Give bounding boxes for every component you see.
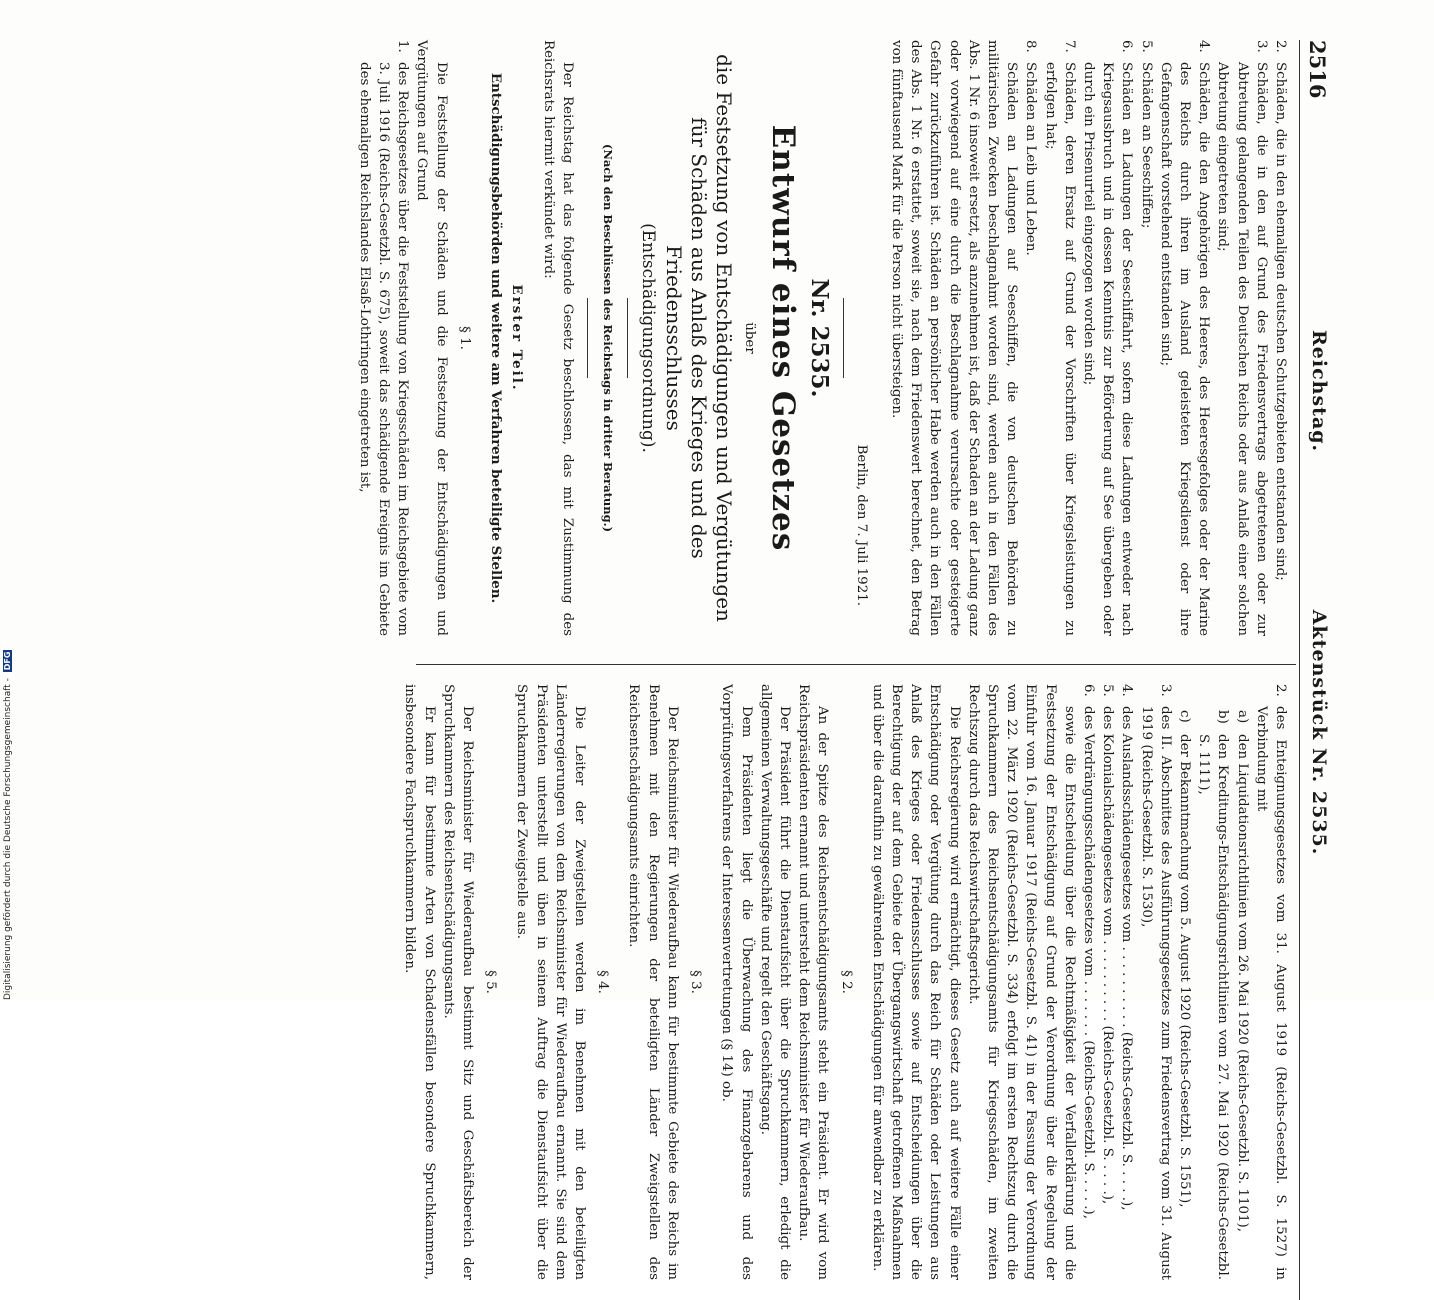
section-heading: § 4.	[595, 970, 611, 994]
document-page	[70, 40, 1330, 1280]
part-heading: Erster Teil.	[509, 284, 526, 392]
list-item: 6. des Verdrängungsschädengesetzes vom . . . . . . . (Reichs-Gesetzbl. S. . . . .),	[1080, 684, 1096, 1220]
separator-rule	[587, 298, 588, 378]
list-item: 4. Schäden, die den Angehörigen des Heeres, des Heeresgefolges oder der Marine des Reichs durch ihren im Ausland geleisteten Kriegsdienst oder ihre Gefangenschaft vorstehend entstanden sind;	[1157, 40, 1212, 636]
sub-list-item: c) der Bekanntmachung vom 5. August 1920 (Reichs-Gesetzbl. S. 1551),	[1176, 710, 1192, 1208]
part-subheading: Entschädigungsbehörden und weitere am Verfahren beteiligte Stellen.	[488, 72, 505, 604]
dfg-logo: DFG	[3, 651, 12, 671]
section-text: An der Spitze des Reichsentschädigungsamts steht ein Präsident. Er wird vom Reichspräsidenten ernannt und untersteht dem Reichsminister für Wiederaufbau.	[796, 684, 831, 1280]
section-heading: § 5.	[483, 970, 499, 994]
list-item: 2. Schäden, die in den ehemaligen deutschen Schutzgebieten entstanden sind;	[1273, 40, 1288, 581]
list-item: 5. Schäden an Seeschiffen;	[1138, 40, 1154, 229]
separator-rule	[843, 298, 844, 378]
section-text: Der Präsident führt die Dienstaufsicht über die Spruchkammern, erledigt die allgemeinen Verwaltungsgeschäfte und regelt den Geschäftsgang.	[757, 684, 792, 1280]
document-number: Nr. 2535.	[805, 278, 833, 398]
damage-list	[1021, 40, 1290, 636]
digitization-credit	[3, 650, 13, 1000]
section-heading: § 3.	[688, 970, 704, 994]
column-divider	[416, 664, 1296, 665]
reading-note: (Nach den Beschlüssen des Reichstags in dritter Beratung.)	[600, 143, 615, 533]
date-line: Berlin, den 7. Juli 1921.	[853, 444, 869, 606]
list-item: 4. des Auslandsschädengesetzes vom . . . . . . . . . . (Reichs-Gesetzbl. S. . . . .),	[1119, 684, 1135, 1211]
list-item: 1. des Reichsgesetzes über die Feststellung von Kriegsschäden im Reichsgebiete vom 3. Juli 1916 (Reichs-Gesetzbl. S. 675), soweit das schädigende Ereignis im Gebiete des ehemaligen Reichslandes Elsaß-Lothringen eingetreten ist,	[356, 40, 411, 636]
separator-rule	[627, 298, 628, 378]
decision-paragraph: sowie die Entscheidung über die Rechtmäßigkeit der Verfallerklärung und die Festsetzung der Entschädigung auf Grund der Verordnung über die Regelung der Einfuhr vom 16. Januar 1917 (Reichs-Gesetzbl. S. 41) in der Fassung der Verordnung vom 22. März 1920 (Reichs-Gesetzbl. S. 334) erfolgt im ersten Rechtszug durch die Spruchkammern des Reichsentschädigungsamts für Kriegsschäden, im zweiten Rechtszug durch das Reichswirtschaftsgericht.	[965, 684, 1077, 1280]
left-column	[355, 40, 1290, 636]
header-rule	[1299, 40, 1300, 1300]
list-item: 2. des Enteignungsgesetzes vom 31. August 1919 (Reichs-Gesetzbl. S. 1527) in Verbindung mit	[1253, 684, 1288, 1280]
cargo-paragraph: Schäden an Ladungen auf Seeschiffen, die von deutschen Behörden zu militärischen Zwecken beschlagnahmt worden sind, werden auch in den Fällen des Abs. 1 Nr. 6 insoweit ersetzt, als anzunehmen ist, daß der Schaden an der Ladung ganz oder vorwiegend auf eine durch die Beschlagnahme verursachte oder gesteigerte Gefahr zurückzuführen ist. Schäden an persönlicher Habe werden auch in den Fällen des Abs. 1 Nr. 6 erstattet, soweit sie, nach dem Friedenswert berechnet, den Betrag von fünftausend Mark für die Person nicht übersteigen.	[888, 40, 1020, 636]
right-column	[400, 684, 1290, 1280]
section-heading: § 2.	[838, 970, 854, 994]
credit-text: Digitalisierung gefördert durch die Deutsche Forschungsgemeinschaft -	[3, 678, 13, 1000]
section-text: Der Reichsminister für Wiederaufbau kann für bestimmte Gebiete des Reichs im Benehmen mit den Regierungen der beteiligten Länder Zweigstellen des Reichsentschädigungsamts einrichten.	[626, 684, 680, 1280]
authorization-paragraph: Die Reichsregierung wird ermächtigt, dieses Gesetz auch auf weitere Fälle einer Entschädigung oder Vergütung durch das Reich für Schäden oder Leistungen aus Anlaß des Krieges oder Friedensschlusses sowie auf Entscheidungen über die Berechtigung der auf dem Gebiete der Übergangswirtschaft getroffenen Maßnahmen und über die daraufhin zu gewährenden Entschädigungen für anwendbar zu erklären.	[869, 684, 962, 1280]
bill-short-title: (Entschädigungsordnung).	[638, 223, 659, 453]
list-item: 5. des Kolonialschädengesetzes vom . . . . . . . . . . (Reichs-Gesetzbl. S. . . . .),	[1100, 684, 1116, 1205]
section-text: Er kann für bestimmte Arten von Schadensfällen besondere Spruchkammern, insbesondere Fachspruchkammern bilden.	[402, 684, 437, 1280]
section-text: Dem Präsidenten liegt die Überwachung des Finanzgebarens und des Vorprüfungsverfahrens der Interessenvertretungen (§ 14) ob.	[719, 684, 754, 1280]
list-item: 7. Schäden, deren Ersatz auf Grund der Vorschriften über Kriegsleistungen zu erfolgen hat;	[1042, 40, 1077, 636]
sub-list-item: b) den Kreditungs-Entschädigungsrichtlinien vom 27. Mai 1920 (Reichs-Gesetzbl. S. 1111),	[1196, 710, 1231, 1280]
section-text: Die Feststellung der Schäden und die Festsetzung der Entschädigungen und Vergütungen auf Grund	[414, 40, 449, 636]
publisher-label: Reichstag.	[1308, 330, 1330, 453]
bill-subject: die Festsetzung von Entschädigungen und Vergütungen für Schäden aus Anlaß des Krieges und des Friedensschlusses	[662, 54, 737, 622]
list-item: 6. Schäden an Ladungen der Seeschiffahrt, sofern diese Ladungen entweder nach Kriegsausbruch und in dessen Kenntnis zur Beförderung auf See übergeben oder durch ein Prisenurteil eingezogen worden sind;	[1080, 40, 1135, 636]
page-number: 2516	[1305, 40, 1330, 99]
section-text: Die Leiter der Zweigstellen werden im Benehmen mit den beteiligten Länderregierungen von dem Reichsminister für Wiederaufbau ernannt. Sie sind dem Präsidenten unterstellt und üben in seinem Auftrag die Dienstaufsicht über die Spruchkammern der Zweigstelle aus.	[514, 684, 588, 1280]
bill-title: Entwurf eines Gesetzes	[765, 124, 802, 552]
running-head	[1308, 330, 1330, 1290]
section-text: Der Reichsminister für Wiederaufbau bestimmt Sitz und Geschäftsbereich der Spruchkammern des Reichsentschädigungsamts.	[440, 684, 476, 1280]
list-item: 8. Schäden an Leib und Leben.	[1023, 40, 1039, 256]
title-connector: über	[742, 322, 758, 354]
sub-list-item: a) den Liquidationsrichtlinien vom 26. Mai 1920 (Reichs-Gesetzbl. S. 1101),	[1234, 710, 1250, 1232]
list-item: 3. Schäden, die in den auf Grund des Friedensvertrags abgetretenen oder zur Abtretung gelangenden Teilen des Deutschen Reichs oder aus Anlaß einer solchen Abtretung eingetreten sind;	[1215, 40, 1269, 636]
list-item: 3. des II. Abschnittes des Ausführungsgesetzes zum Friedensvertrag vom 31. August 1919 (Reichs-Gesetzbl. S. 1530),	[1138, 684, 1173, 1280]
enactment-clause: Der Reichstag hat das folgende Gesetz beschlossen, das mit Zustimmung des Reichsrats hiermit verkündet wird:	[540, 40, 575, 636]
section-heading: § 1.	[456, 326, 472, 350]
file-label: Aktenstück Nr. 2535.	[1308, 609, 1330, 856]
